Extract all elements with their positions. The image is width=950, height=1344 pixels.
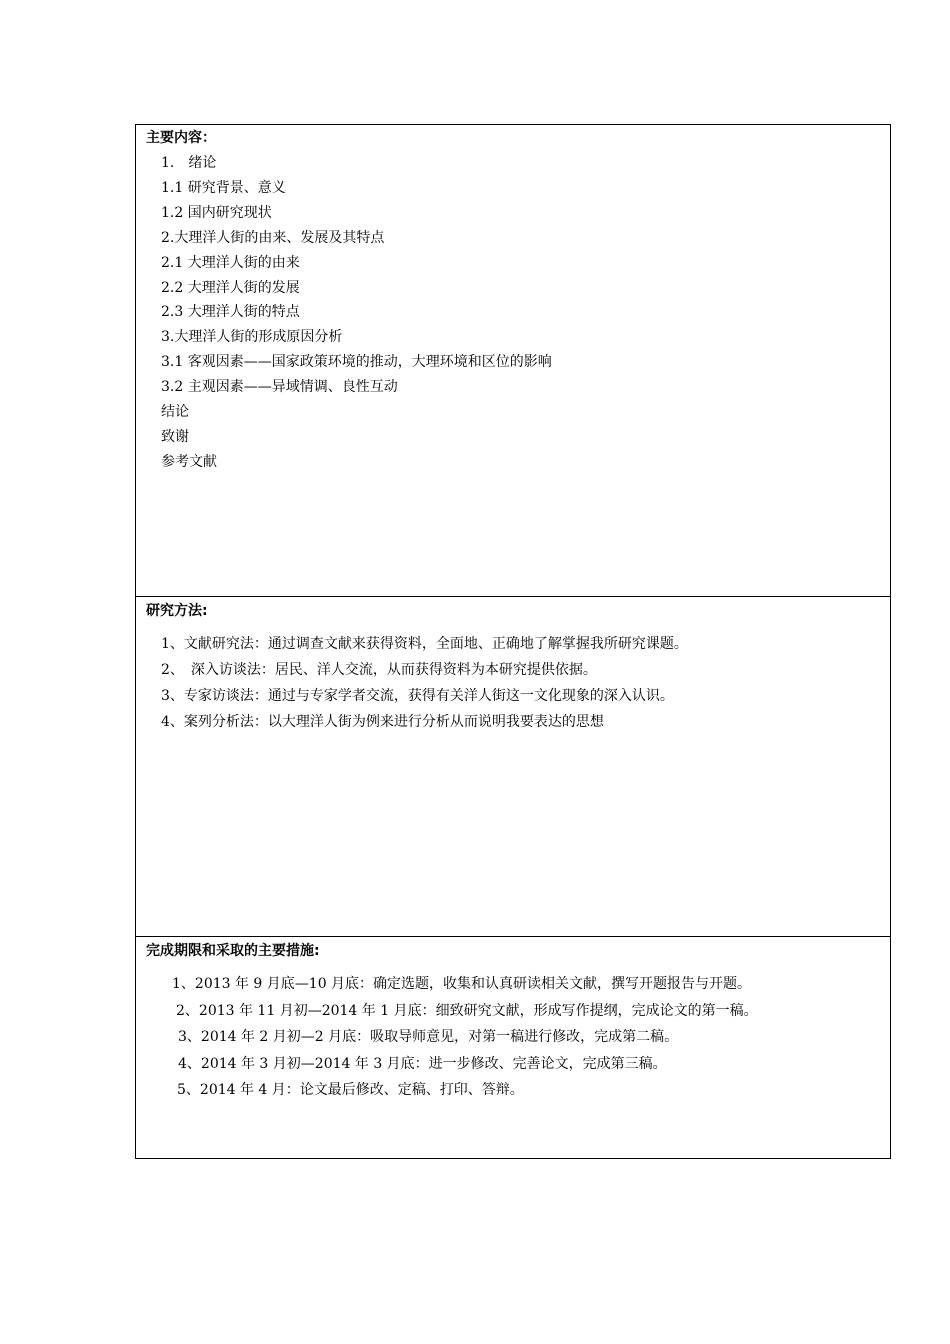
method-item: 2、 深入访谈法：居民、洋人交流，从而获得资料为本研究提供依据。	[161, 662, 597, 678]
schedule-section	[136, 937, 890, 1158]
schedule-item: 1、2013 年 9 月底—10 月底：确定选题，收集和认真研读相关文献，撰写开题报告与开题。	[172, 976, 752, 992]
outline-item: 3.大理洋人街的形成原因分析	[161, 329, 343, 346]
schedule-item: 4、2014 年 3 月初—2014 年 3 月底：进一步修改、完善论文，完成第三稿。	[178, 1055, 667, 1072]
outline-item: 结论	[161, 404, 189, 421]
schedule-list	[172, 971, 758, 1104]
outline-item: 2.3 大理洋人街的特点	[161, 304, 300, 321]
outline-item: 3.1 客观因素——国家政策环境的推动，大理环境和区位的影响	[161, 354, 552, 371]
schedule-item: 5、2014 年 4 月：论文最后修改、定稿、打印、答辩。	[177, 1082, 524, 1098]
outline-item: 1. 绪论	[161, 155, 217, 171]
method-item: 1、文献研究法：通过调查文献来获得资料，全面地、正确地了解掌握我所研究课题。	[161, 636, 688, 652]
research-methods-heading: 研究方法:	[146, 603, 208, 619]
outline-item: 1.2 国内研究现状	[161, 204, 272, 221]
method-item: 3、专家访谈法：通过与专家学者交流，获得有关洋人街这一文化现象的深入认识。	[161, 688, 674, 704]
schedule-item: 2、2013 年 11 月初—2014 年 1 月底：细致研究文献，形成写作提纲，完成论文的第一稿。	[176, 1002, 758, 1019]
outline-item: 3.2 主观因素——异域情调、良性互动	[161, 379, 398, 396]
outline-item: 1.1 研究背景、意义	[161, 179, 286, 196]
outline-item: 致谢	[161, 428, 189, 445]
schedule-item: 3、2014 年 2 月初—2 月底：吸取导师意见，对第一稿进行修改，完成第二稿。	[178, 1029, 679, 1045]
main-content-section	[136, 125, 890, 597]
methods-list	[161, 631, 688, 735]
main-content-heading: 主要内容：	[146, 130, 216, 146]
outline-list	[161, 151, 552, 475]
outline-item: 参考文献	[161, 453, 217, 470]
proposal-form-table	[135, 124, 891, 1159]
schedule-heading: 完成期限和采取的主要措施:	[146, 943, 320, 959]
research-methods-section	[136, 597, 890, 937]
outline-item: 2.2 大理洋人街的发展	[161, 279, 300, 296]
outline-item: 2.大理洋人街的由来、发展及其特点	[161, 229, 385, 246]
outline-item: 2.1 大理洋人街的由来	[161, 254, 300, 271]
method-item: 4、案列分析法：以大理洋人街为例来进行分析从而说明我要表达的思想	[161, 714, 604, 730]
